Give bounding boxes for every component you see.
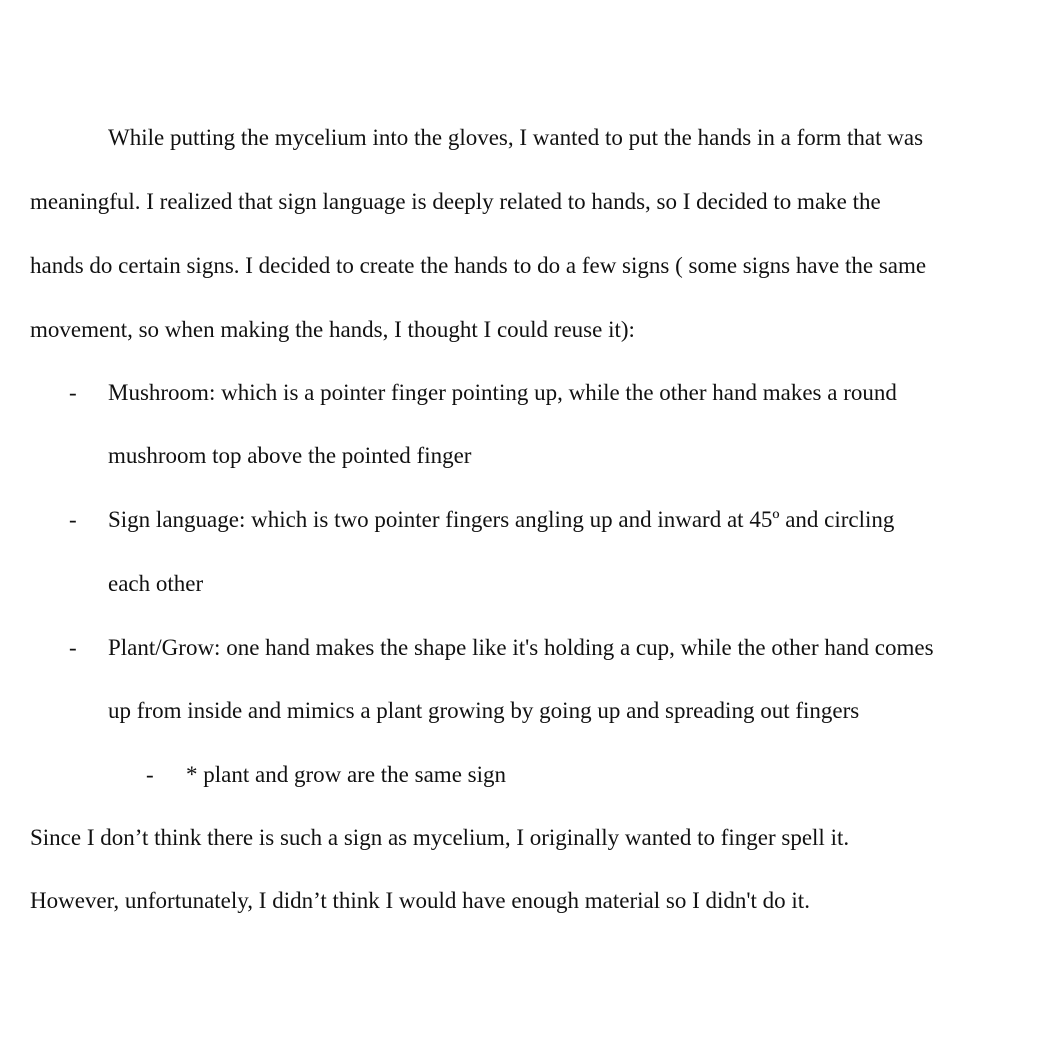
bullet-marker-2: - — [69, 507, 77, 532]
bullet-marker-1: - — [69, 380, 77, 405]
bullet-3-line-1: Plant/Grow: one hand makes the shape like it's holding a cup, while the other hand comes — [108, 635, 934, 660]
paragraph-1-line-1: While putting the mycelium into the gloves, I wanted to put the hands in a form that was — [108, 125, 924, 150]
bullet-1-line-1: Mushroom: which is a pointer finger pointing up, while the other hand makes a round — [108, 380, 897, 405]
paragraph-2-line-2: However, unfortunately, I didn’t think I would have enough material so I didn't do it. — [30, 888, 810, 913]
paragraph-1-line-4: movement, so when making the hands, I thought I could reuse it): — [30, 317, 635, 342]
sub-bullet-line: * plant and grow are the same sign — [186, 762, 506, 787]
paragraph-1-line-3: hands do certain signs. I decided to create the hands to do a few signs ( some signs have the same — [30, 253, 927, 278]
sub-bullet-marker: - — [146, 762, 154, 787]
bullet-2-line-2: each other — [108, 571, 204, 596]
bullet-2-line-1: Sign language: which is two pointer fingers angling up and inward at 45º and circling — [108, 507, 895, 532]
bullet-3-line-2: up from inside and mimics a plant growing by going up and spreading out fingers — [108, 698, 860, 723]
bullet-1-line-2: mushroom top above the pointed finger — [108, 443, 472, 468]
bullet-marker-3: - — [69, 635, 77, 660]
paragraph-2-line-1: Since I don’t think there is such a sign as mycelium, I originally wanted to finger spell it. — [30, 825, 850, 850]
paragraph-1-line-2: meaningful. I realized that sign language is deeply related to hands, so I decided to make the — [30, 189, 881, 214]
